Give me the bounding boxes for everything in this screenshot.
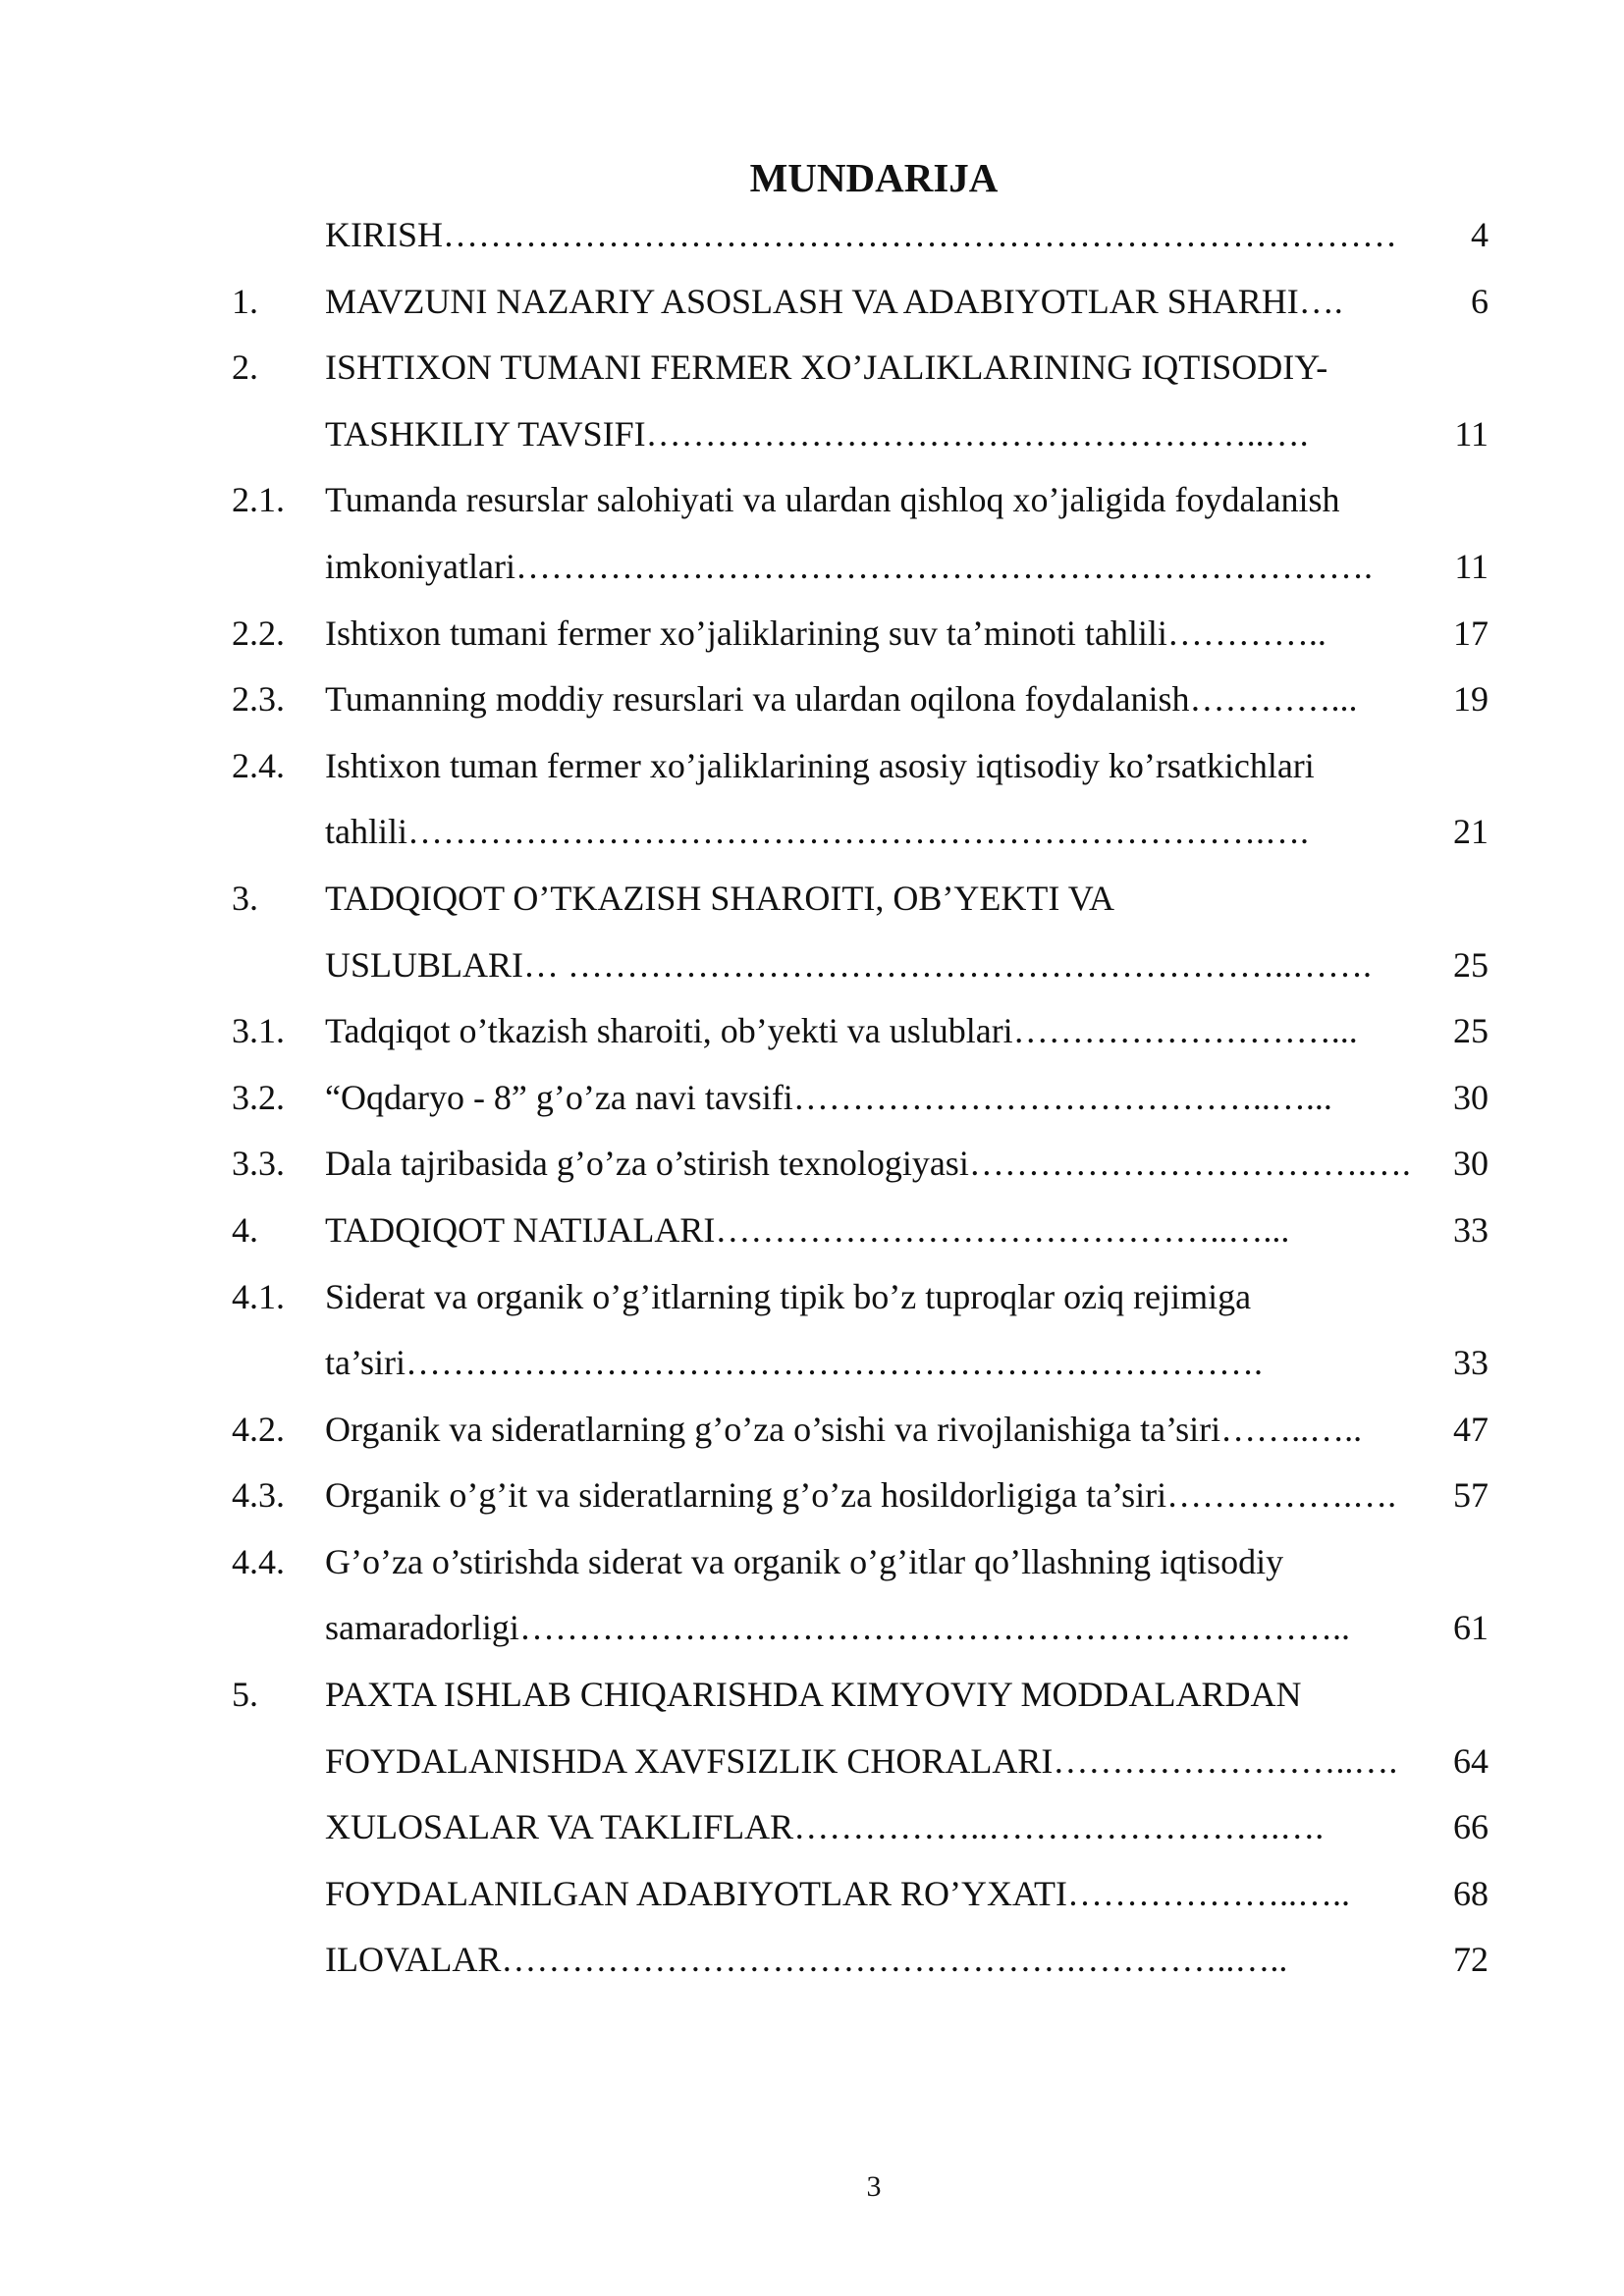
- toc-entry: [232, 667, 1489, 733]
- toc-entry-title: USLUBLARI: [325, 944, 524, 985]
- toc-entry-number: 3.1.: [232, 1011, 285, 1051]
- toc-entry-number: 4.: [232, 1209, 258, 1250]
- toc-entry-page: 66: [1453, 1807, 1489, 1847]
- toc-leader-dots: ……………………………………..…...: [715, 1209, 1290, 1250]
- toc-entry-page: 68: [1453, 1873, 1489, 1913]
- toc-leader-dots: ……………………..….: [1053, 1740, 1398, 1781]
- toc-leader-dots: … ……………………………………………………..…….: [523, 944, 1373, 985]
- toc-leader-dots: …………………………………..…...: [792, 1077, 1332, 1117]
- toc-leader-dots: …………...: [1189, 679, 1358, 720]
- toc-entry-number: 3.2.: [232, 1077, 285, 1117]
- toc-entry-number: 4.3.: [232, 1475, 285, 1516]
- toc-entry: [232, 866, 1489, 933]
- toc-entry-number: 2.1.: [232, 480, 285, 520]
- toc-entry-title: ta’siri: [325, 1343, 406, 1383]
- toc-entry-page: 30: [1453, 1144, 1489, 1184]
- toc-entry-title: KIRISH: [325, 215, 444, 254]
- toc-entry: [232, 1330, 1489, 1397]
- toc-entry: [232, 1463, 1489, 1529]
- toc-entry-number: 2.3.: [232, 679, 285, 720]
- toc-leader-dots: ……………………………………………..….: [645, 413, 1309, 454]
- toc-entry-title: Ishtixon tumani fermer xo’jaliklarining suv ta’minoti tahlili: [325, 613, 1167, 653]
- toc-leader-dots: ………………………...: [1012, 1011, 1358, 1051]
- toc-entry-page: 25: [1453, 944, 1489, 985]
- toc-entry: [232, 1065, 1489, 1132]
- toc-entry-title: MAVZUNI NAZARIY ASOSLASH VA ADABIYOTLAR SHARHI: [325, 281, 1299, 321]
- toc-entry-title: Ishtixon tuman fermer xo’jaliklarining asosiy iqtisodiy ko’rsatkichlari: [325, 745, 1315, 785]
- toc-entry-title: FOYDALANILGAN ADABIYOTLAR RO’YXATI: [325, 1873, 1067, 1913]
- toc-entry-number: 2.: [232, 347, 258, 388]
- toc-entry-title: Tumanning moddiy resurslari va ulardan oqilona foydalanish: [325, 679, 1190, 720]
- toc-entry-number: 4.1.: [232, 1276, 285, 1316]
- toc-entry-title: “Oqdaryo - 8” g’o’za navi tavsifi: [325, 1077, 793, 1117]
- toc-leader-dots: ……………..…………………….….: [793, 1807, 1325, 1847]
- toc-entry: [232, 1397, 1489, 1464]
- page-title: MUNDARIJA: [749, 155, 999, 200]
- toc-entry-title: samaradorligi: [325, 1608, 519, 1648]
- toc-entry-title: ISHTIXON TUMANI FERMER XO’JALIKLARINING IQTISODIY-: [325, 347, 1328, 388]
- toc-leader-dots: ………………………………………….…………..…..: [501, 1940, 1288, 1980]
- toc-entry: [232, 799, 1489, 866]
- toc-entry-title: G’o’za o’stirishda siderat va organik o’g’itlar qo’llashning iqtisodiy: [325, 1541, 1284, 1581]
- toc-entry: [232, 467, 1489, 534]
- toc-leader-dots: …………………………….….: [968, 1144, 1411, 1184]
- toc-entry-title: Siderat va organik o’g’itlarning tipik bo’z tuproqlar oziq rejimiga: [325, 1276, 1252, 1316]
- toc-entry-title: XULOSALAR VA TAKLIFLAR: [325, 1807, 794, 1847]
- toc-entry-title: Tumanda resurslar salohiyati va ulardan qishloq xo’jaligida foydalanish: [325, 480, 1340, 520]
- toc-leader-dots: …………..: [1166, 613, 1326, 653]
- toc-entry: [232, 1662, 1489, 1729]
- toc-leader-dots: ……………………………………………………………….: [405, 1343, 1263, 1383]
- toc-entry-page: 25: [1453, 1011, 1489, 1051]
- toc-entry-page: 19: [1453, 679, 1489, 720]
- toc-leader-dots: …………….….: [1166, 1475, 1397, 1516]
- toc-entry-title: Organik va sideratlarning g’o’za o’sishi va rivojlanishiga ta’siri: [325, 1409, 1221, 1449]
- toc-entry-page: 30: [1453, 1077, 1489, 1117]
- toc-entry-number: 5.: [232, 1675, 258, 1715]
- toc-entry-number: 2.2.: [232, 613, 285, 653]
- toc-entry: [232, 1861, 1489, 1928]
- toc-entry: [232, 1529, 1489, 1596]
- toc-entry-title: Organik o’g’it va sideratlarning g’o’za hosildorligiga ta’siri: [325, 1475, 1167, 1516]
- toc-entry: [232, 933, 1489, 999]
- toc-entry-number: 1.: [232, 281, 258, 321]
- toc-entry-title: TASHKILIY TAVSIFI: [325, 413, 646, 454]
- toc-entry-number: 3.3.: [232, 1144, 285, 1184]
- toc-entry: [232, 733, 1489, 800]
- toc-leader-dots: ……………………………………………………………..: [518, 1608, 1350, 1648]
- toc-entry-page: 47: [1453, 1409, 1489, 1449]
- toc-entry: [232, 998, 1489, 1065]
- toc-entry-page: 72: [1453, 1940, 1489, 1980]
- toc-entry-title: tahlili: [325, 812, 407, 852]
- toc-entry-title: TADQIQOT O’TKAZISH SHAROITI, OB’YEKTI VA: [325, 878, 1115, 918]
- toc-entry-title: Tadqiqot o’tkazish sharoiti, ob’yekti va uslublari: [325, 1011, 1013, 1051]
- toc-entry: [232, 1794, 1489, 1861]
- toc-entry-page: 6: [1471, 281, 1489, 321]
- toc-entry: [232, 401, 1489, 468]
- toc-entry-page: 57: [1453, 1475, 1489, 1516]
- toc-entry: [232, 335, 1489, 401]
- toc-entry-page: 33: [1453, 1343, 1489, 1383]
- toc-entry-page: 11: [1454, 413, 1489, 454]
- toc-leader-dots: ….: [1298, 281, 1343, 321]
- toc-entry-page: 33: [1453, 1209, 1489, 1250]
- page-number: 3: [866, 2170, 882, 2203]
- toc-entry: [232, 1595, 1489, 1662]
- toc-leader-dots: ………………..…..: [1066, 1873, 1350, 1913]
- toc-entry-page: 4: [1471, 215, 1489, 254]
- toc-entry-number: 3.: [232, 878, 258, 918]
- toc-entry-title: Dala tajribasida g’o’za o’stirish texnologiyasi: [325, 1144, 969, 1184]
- toc-entry: [232, 202, 1489, 269]
- toc-entry-page: 21: [1453, 812, 1489, 852]
- toc-entry: [232, 534, 1489, 601]
- toc-entry-number: 4.4.: [232, 1541, 285, 1581]
- toc-entry: [232, 269, 1489, 336]
- toc-entry-title: TADQIQOT NATIJALARI: [325, 1209, 716, 1250]
- toc-entry-title: imkoniyatlari: [325, 546, 515, 586]
- toc-entry: [232, 1729, 1489, 1795]
- toc-entry: [232, 1131, 1489, 1198]
- toc-entry-title: FOYDALANISHDA XAVFSIZLIK CHORALARI: [325, 1740, 1054, 1781]
- toc-entry-title: PAXTA ISHLAB CHIQARISHDA KIMYOVIY MODDALARDAN: [325, 1675, 1302, 1715]
- table-of-contents: [232, 202, 1489, 1994]
- toc-entry-page: 61: [1453, 1608, 1489, 1648]
- toc-entry-page: 17: [1453, 613, 1489, 653]
- toc-leader-dots: ……………………………………………………………….: [514, 546, 1373, 586]
- toc-entry-number: 2.4.: [232, 745, 285, 785]
- toc-leader-dots: ……………………………………………………………….….: [407, 812, 1309, 852]
- toc-entry: [232, 1927, 1489, 1994]
- toc-entry: [232, 601, 1489, 667]
- toc-entry-page: 11: [1454, 546, 1489, 586]
- toc-leader-dots: ………………………………………………………………………: [443, 215, 1398, 254]
- toc-entry: [232, 1198, 1489, 1264]
- toc-entry: [232, 1264, 1489, 1331]
- toc-leader-dots: ……..…..: [1220, 1409, 1363, 1449]
- toc-entry-page: 64: [1453, 1740, 1489, 1781]
- toc-entry-number: 4.2.: [232, 1409, 285, 1449]
- toc-entry-title: ILOVALAR: [325, 1940, 502, 1980]
